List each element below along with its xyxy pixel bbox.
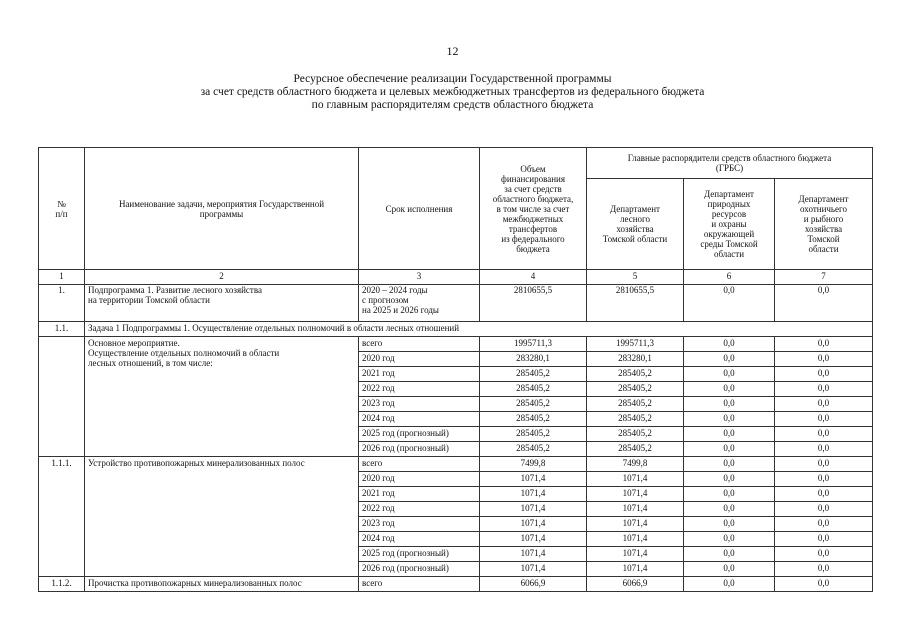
row-dept-natural-resources: 0,0 — [684, 502, 775, 517]
row-dept-natural-resources: 0,0 — [684, 352, 775, 367]
row-volume: 285405,2 — [480, 427, 587, 442]
row-dept-hunting: 0,0 — [775, 382, 873, 397]
header-volume: Объем финансирования за счет средств областного бюджета, в том числе за счет межбюджетных трансфертов из федерального бюджета — [480, 148, 587, 270]
row-term: всего — [359, 337, 480, 352]
column-number: 5 — [587, 270, 684, 285]
row-num: 1. — [39, 285, 85, 322]
header-dept-hunting: Департамент охотничьего и рыбного хозяйства Томской области — [775, 179, 873, 270]
row-dept-natural-resources: 0,0 — [684, 532, 775, 547]
row-dept-forestry: 285405,2 — [587, 367, 684, 382]
row-term: 2020 – 2024 годы с прогнозом на 2025 и 2026 годы — [359, 285, 480, 322]
row-name-line: Основное мероприятие. — [88, 338, 180, 348]
row-dept-natural-resources: 0,0 — [684, 472, 775, 487]
header-term: Срок исполнения — [359, 148, 480, 270]
row-dept-hunting: 0,0 — [775, 472, 873, 487]
row-dept-hunting: 0,0 — [775, 487, 873, 502]
row-dept-forestry: 285405,2 — [587, 442, 684, 457]
row-volume: 2810655,5 — [480, 285, 587, 322]
row-dept-hunting: 0,0 — [775, 285, 873, 322]
task-text: Задача 1 Подпрограммы 1. Осуществление отдельных полномочий в области лесных отношений — [85, 322, 873, 337]
row-dept-forestry: 1071,4 — [587, 562, 684, 577]
row-dept-hunting: 0,0 — [775, 562, 873, 577]
row-dept-forestry: 7499,8 — [587, 457, 684, 472]
row-dept-natural-resources: 0,0 — [684, 457, 775, 472]
task-num: 1.1. — [39, 322, 85, 337]
column-number: 2 — [85, 270, 359, 285]
row-num — [39, 337, 85, 457]
row-term: 2020 год — [359, 472, 480, 487]
column-number-row — [39, 270, 873, 285]
table-row — [39, 457, 873, 472]
row-dept-hunting: 0,0 — [775, 427, 873, 442]
row-volume: 1995711,3 — [480, 337, 587, 352]
row-volume: 1071,4 — [480, 547, 587, 562]
row-term: 2022 год — [359, 502, 480, 517]
title-line: по главным распорядителям средств областного бюджета — [311, 99, 594, 111]
page-number: 12 — [446, 44, 459, 58]
row-dept-forestry: 285405,2 — [587, 397, 684, 412]
row-dept-forestry: 6066,9 — [587, 577, 684, 592]
row-dept-forestry: 1995711,3 — [587, 337, 684, 352]
row-term: 2020 год — [359, 352, 480, 367]
row-num: 1.1.1. — [39, 457, 85, 577]
header-dept-forestry: Департамент лесного хозяйства Томской области — [587, 179, 684, 270]
row-term: 2022 год — [359, 382, 480, 397]
row-term: 2023 год — [359, 397, 480, 412]
title-line: за счет средств областного бюджета и целевых межбюджетных трансфертов из федерального бюджета — [200, 86, 705, 98]
row-name-line: Устройство противопожарных минерализованных полос — [88, 458, 305, 468]
row-volume: 285405,2 — [480, 382, 587, 397]
row-volume: 285405,2 — [480, 412, 587, 427]
row-volume: 1071,4 — [480, 517, 587, 532]
row-volume: 285405,2 — [480, 442, 587, 457]
row-name — [85, 337, 359, 457]
row-dept-natural-resources: 0,0 — [684, 577, 775, 592]
row-term: 2021 год — [359, 367, 480, 382]
activity-112-block — [39, 577, 873, 592]
row-dept-forestry: 285405,2 — [587, 412, 684, 427]
row-volume: 285405,2 — [480, 397, 587, 412]
row-dept-natural-resources: 0,0 — [684, 397, 775, 412]
row-volume: 1071,4 — [480, 472, 587, 487]
row-dept-forestry: 1071,4 — [587, 487, 684, 502]
row-volume: 1071,4 — [480, 502, 587, 517]
row-term: 2023 год — [359, 517, 480, 532]
row-dept-forestry: 2810655,5 — [587, 285, 684, 322]
header-grbs: Главные распорядители средств областного бюджета (ГРБС) — [587, 148, 873, 179]
main-activity-block — [39, 337, 873, 457]
header-dept-natural-resources: Департамент природных ресурсов и охраны окружающей среды Томской области — [684, 179, 775, 270]
row-term: всего — [359, 457, 480, 472]
row-term: 2025 год (прогнозный) — [359, 427, 480, 442]
activity-111-block — [39, 457, 873, 577]
row-dept-hunting: 0,0 — [775, 397, 873, 412]
row-dept-natural-resources: 0,0 — [684, 547, 775, 562]
row-term: 2024 год — [359, 412, 480, 427]
row-term: 2026 год (прогнозный) — [359, 442, 480, 457]
row-term: всего — [359, 577, 480, 592]
row-name-line: Осуществление отдельных полномочий в области — [88, 348, 280, 358]
row-dept-natural-resources: 0,0 — [684, 382, 775, 397]
row-name-line: Прочистка противопожарных минерализованных полос — [88, 578, 302, 588]
row-dept-natural-resources: 0,0 — [684, 427, 775, 442]
row-dept-hunting: 0,0 — [775, 337, 873, 352]
row-volume: 285405,2 — [480, 367, 587, 382]
row-dept-natural-resources: 0,0 — [684, 442, 775, 457]
column-number: 6 — [684, 270, 775, 285]
row-term: 2026 год (прогнозный) — [359, 562, 480, 577]
row-dept-forestry: 1071,4 — [587, 502, 684, 517]
row-dept-natural-resources: 0,0 — [684, 562, 775, 577]
row-dept-forestry: 1071,4 — [587, 532, 684, 547]
row-volume: 1071,4 — [480, 532, 587, 547]
row-volume: 7499,8 — [480, 457, 587, 472]
header-row — [39, 148, 873, 179]
row-dept-forestry: 1071,4 — [587, 472, 684, 487]
row-dept-forestry: 285405,2 — [587, 427, 684, 442]
header-num: № п/п — [39, 148, 85, 270]
row-volume: 1071,4 — [480, 562, 587, 577]
row-term: 2024 год — [359, 532, 480, 547]
row-dept-hunting: 0,0 — [775, 577, 873, 592]
row-dept-natural-resources: 0,0 — [684, 337, 775, 352]
row-dept-hunting: 0,0 — [775, 352, 873, 367]
row-dept-natural-resources: 0,0 — [684, 487, 775, 502]
table-row — [39, 337, 873, 352]
header-name: Наименование задачи, мероприятия Государственной программы — [85, 148, 359, 270]
row-dept-natural-resources: 0,0 — [684, 367, 775, 382]
row-dept-natural-resources: 0,0 — [684, 412, 775, 427]
row-volume: 1071,4 — [480, 487, 587, 502]
column-number: 3 — [359, 270, 480, 285]
row-name — [85, 577, 359, 592]
row-dept-forestry: 285405,2 — [587, 382, 684, 397]
table-row — [39, 577, 873, 592]
row-dept-hunting: 0,0 — [775, 517, 873, 532]
document-title — [0, 73, 905, 112]
row-term: 2021 год — [359, 487, 480, 502]
row-dept-hunting: 0,0 — [775, 442, 873, 457]
column-number: 7 — [775, 270, 873, 285]
row-dept-hunting: 0,0 — [775, 412, 873, 427]
task-row — [39, 322, 873, 337]
table-body — [39, 285, 873, 337]
row-dept-hunting: 0,0 — [775, 547, 873, 562]
column-number: 4 — [480, 270, 587, 285]
row-dept-hunting: 0,0 — [775, 502, 873, 517]
row-dept-forestry: 1071,4 — [587, 517, 684, 532]
row-name — [85, 457, 359, 577]
row-name-line: лесных отношений, в том числе: — [88, 358, 213, 368]
column-number: 1 — [39, 270, 85, 285]
row-name: Подпрограмма 1. Развитие лесного хозяйства на территории Томской области — [85, 285, 359, 322]
title-line: Ресурсное обеспечение реализации Государственной программы — [293, 73, 612, 85]
subprogram-row — [39, 285, 873, 322]
row-volume: 6066,9 — [480, 577, 587, 592]
row-dept-hunting: 0,0 — [775, 367, 873, 382]
row-dept-natural-resources: 0,0 — [684, 517, 775, 532]
resource-table — [38, 147, 873, 592]
row-dept-hunting: 0,0 — [775, 457, 873, 472]
row-dept-forestry: 283280,1 — [587, 352, 684, 367]
row-volume: 283280,1 — [480, 352, 587, 367]
row-term: 2025 год (прогнозный) — [359, 547, 480, 562]
row-dept-natural-resources: 0,0 — [684, 285, 775, 322]
row-dept-forestry: 1071,4 — [587, 547, 684, 562]
row-num: 1.1.2. — [39, 577, 85, 592]
row-dept-hunting: 0,0 — [775, 532, 873, 547]
